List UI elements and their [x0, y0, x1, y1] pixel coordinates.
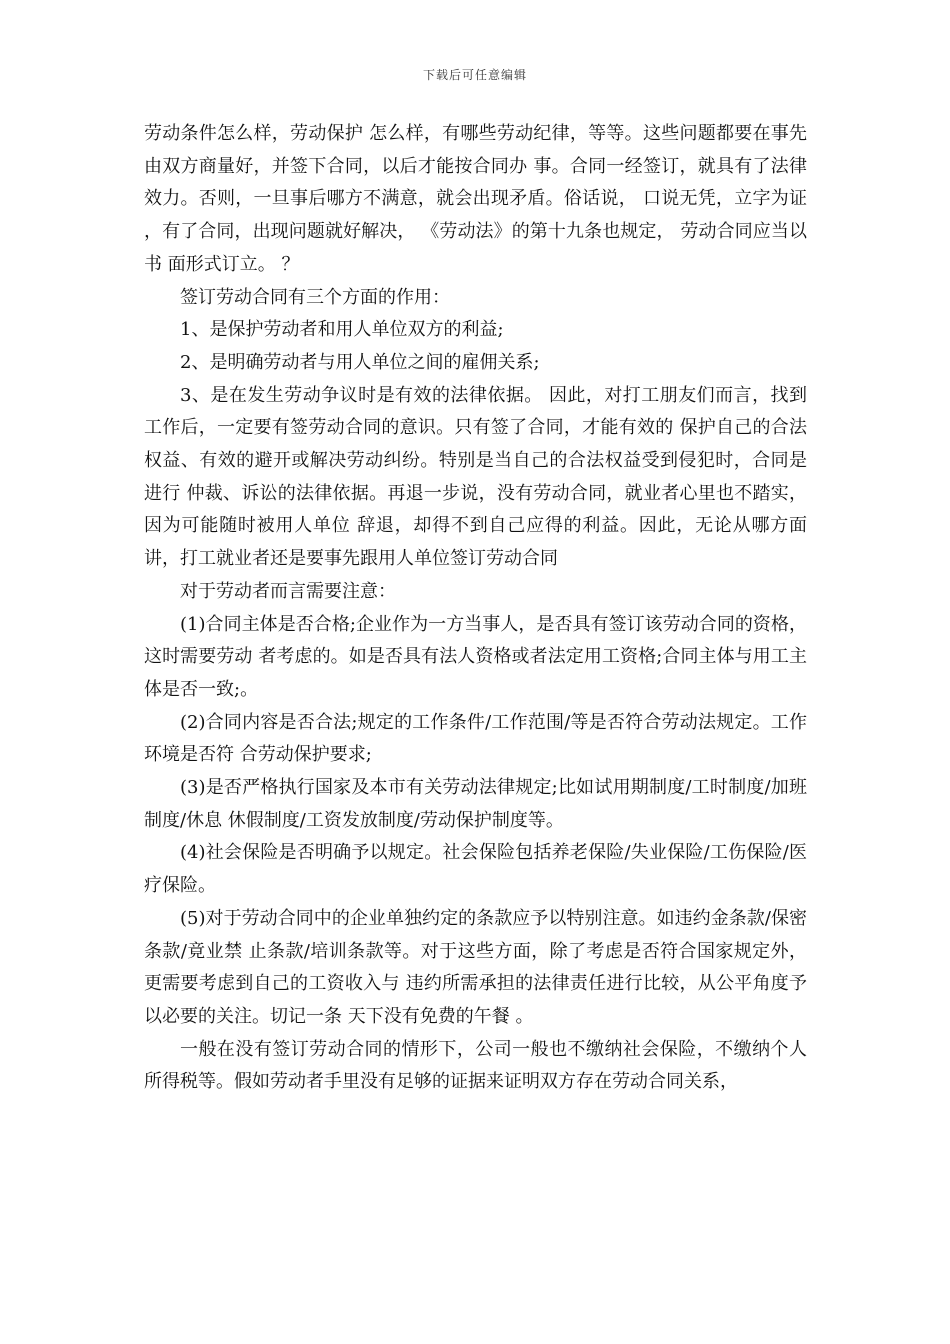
paragraph: 签订劳动合同有三个方面的作用： — [180, 286, 450, 308]
page-header: 下载后可任意编辑 — [422, 68, 527, 82]
paragraph: 对于劳动者而言需要注意： — [180, 580, 396, 602]
document-body — [144, 118, 807, 1099]
list-item: (1)合同主体是否合格;企业作为一方当事人，是否具有签订该劳动合同的资格，这时需要劳动 者考虑的。如是否具有法人资格或者法定用工资格;合同主体与用工主体是否一致;。 — [144, 613, 807, 700]
paragraph: 劳动条件怎么样，劳动保护 怎么样，有哪些劳动纪律，等等。这些问题都要在事先由双方商量好，并签下合同，以后才能按合同办 事。合同一经签订，就具有了法律效力。否则，一旦事后哪方不满意，就会出现矛盾。俗话说， 口说无凭，立字为证 ，有了合同，出现问题就好解决， 《劳动法》的第十九条也规定， 劳动合同应当以书 面形式订立。 ？ — [144, 123, 807, 275]
list-item: 2、是明确劳动者与用人单位之间的雇佣关系; — [180, 351, 540, 373]
list-item: (4)社会保险是否明确予以规定。社会保险包括养老保险/失业保险/工伤保险/医疗保险。 — [144, 842, 807, 897]
list-item: (3)是否严格执行国家及本市有关劳动法律规定;比如试用期制度/工时制度/加班制度/休息 休假制度/工资发放制度/劳动保护制度等。 — [144, 777, 807, 831]
list-item: 1、是保护劳动者和用人单位双方的利益; — [180, 319, 504, 341]
list-item: (5)对于劳动合同中的企业单独约定的条款应予以特别注意。如违约金条款/保密条款/竟业禁 止条款/培训条款等。对于这些方面，除了考虑是否符合国家规定外，更需要考虑到自己的工资收入与 违约所需承担的法律责任进行比较，从公平角度予以必要的关注。切记一条 天下没有免费的午餐 。 — [144, 907, 807, 1027]
paragraph: 一般在没有签订劳动合同的情形下，公司一般也不缴纳社会保险，不缴纳个人所得税等。假如劳动者手里没有足够的证据来证明双方存在劳动合同关系， — [144, 1038, 807, 1093]
list-item: 3、是在发生劳动争议时是有效的法律依据。 因此，对打工朋友们而言，找到工作后，一定要有签劳动合同的意识。只有签了合同，才能有效的 保护自己的合法权益、有效的避开或解决劳动纠纷。特别是当自己的合法权益受到侵犯时，合同是进行 仲裁、诉讼的法律依据。再退一步说，没有劳动合同，就业者心里也不踏实，因为可能随时被用人单位 辞退，却得不到自己应得的利益。因此，无论从哪方面讲，打工就业者还是要事先跟用人单位签订劳动合同 — [144, 384, 807, 570]
list-item: (2)合同内容是否合法;规定的工作条件/工作范围/等是否符合劳动法规定。工作环境是否符 合劳动保护要求; — [144, 711, 807, 766]
